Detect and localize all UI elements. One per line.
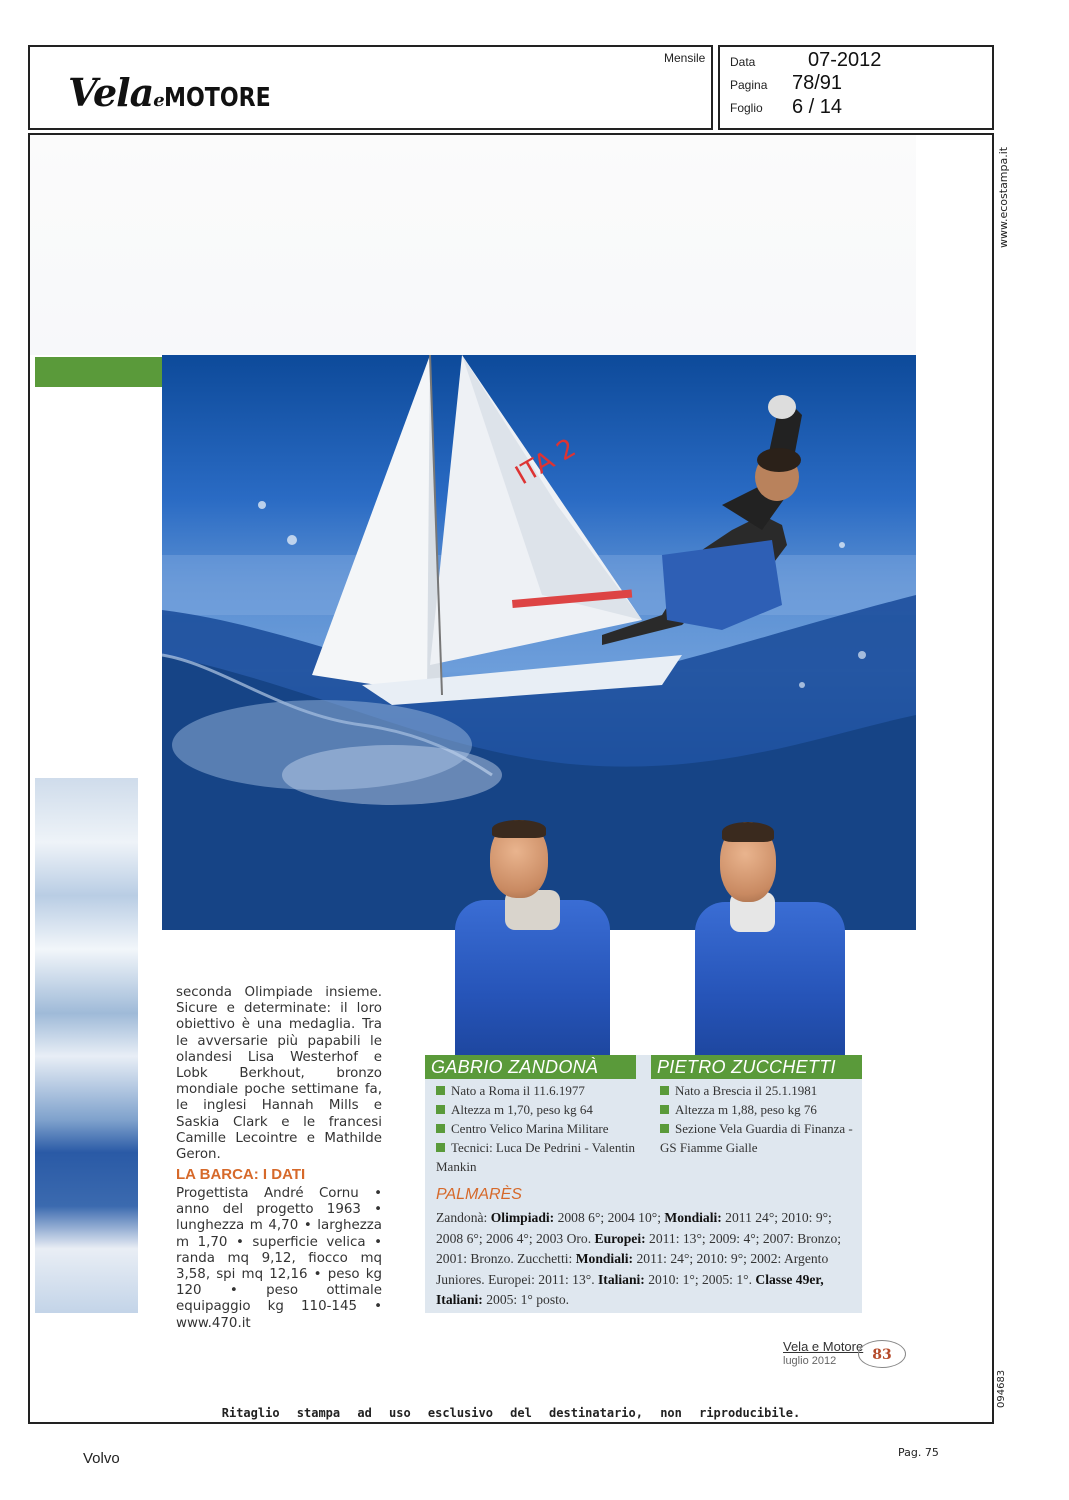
palmares-segment: 2005: 1° posto. — [482, 1292, 570, 1308]
data-value: 07-2012 — [808, 49, 882, 71]
name-bar-zucchetti — [651, 1055, 862, 1079]
palmares-bold-segment: Classe 49er, Italiani: — [436, 1271, 824, 1308]
left-sky-photo — [35, 778, 138, 1313]
page-number: Pag. 75 — [898, 1446, 939, 1459]
palmares-bold-segment: Mondiali: — [575, 1251, 634, 1267]
bio-item: Centro Velico Marina Militare — [436, 1119, 636, 1138]
bullet-square-icon — [436, 1143, 445, 1152]
palmares-heading: PALMARÈS — [436, 1186, 522, 1203]
bio-item: Altezza m 1,70, peso kg 64 — [436, 1100, 636, 1119]
hair-zandona — [492, 820, 546, 838]
boat-heading: LA BARCA: I DATI — [176, 1166, 306, 1183]
bio-zucchetti — [660, 1081, 860, 1157]
bullet-square-icon — [660, 1124, 669, 1133]
bullet-square-icon — [660, 1105, 669, 1114]
bio-zandona — [436, 1081, 636, 1176]
palmares-segment: 2011 24°; 2010: 9°; 2008 6°; 2006 4°; 2003 Oro. — [436, 1210, 832, 1246]
palmares-segment: 2011: 24°; 2010: 9°; 2002: Argento Juniores. Europei: 2011: 13°. — [436, 1251, 829, 1287]
mag-page-badge — [858, 1340, 906, 1368]
palmares-bold-segment: Europei: — [594, 1230, 646, 1246]
palmares-segment: Zandonà: — [436, 1210, 491, 1225]
article-intro: seconda Olimpiade insieme. Sicure e determinate: il loro obiettivo è una medaglia. Tra le avversarie più papabili le olandesi Lisa Westerhof e Lobk Berkhout, bronzo mondiale poche settimane fa, le inglesi Hannah Mills e Saskia Clark e le francesi Camille Lecointre e Mathilde Geron. — [176, 985, 382, 1163]
disclaimer: Ritaglio stampa ad uso esclusivo del destinatario, non riproducibile. — [221, 1406, 801, 1420]
mag-footer-date: luglio 2012 — [783, 1355, 837, 1367]
palmares-text — [436, 1208, 856, 1311]
sail-number-text: 2 — [551, 433, 582, 468]
portrait-zandona — [455, 820, 610, 1060]
palmares-segment: 2010: 1°; 2005: 1°. — [644, 1271, 756, 1287]
logo-e: e — [153, 90, 164, 111]
bio-item: Altezza m 1,88, peso kg 76 — [660, 1100, 860, 1119]
green-accent-bar — [35, 357, 165, 387]
foglio-label: Foglio — [730, 101, 763, 115]
foglio-value: 6 / 14 — [792, 96, 843, 118]
palmares-bold-segment: Italiani: — [598, 1271, 645, 1287]
bottom-left-label: Volvo — [83, 1450, 120, 1467]
name-zandona: GABRIO ZANDONÀ — [431, 1057, 599, 1077]
mag-footer-title: Vela e Motore — [783, 1339, 864, 1354]
bio-item: Tecnici: Luca De Pedrini - Valentin Mankin — [436, 1140, 636, 1174]
pagina-value: 78/91 — [792, 72, 843, 94]
palmares-segment: 2011: 13°; 2009: 4°; 2007: Bronzo; 2001: Bronzo. Zucchetti: — [436, 1230, 842, 1267]
bullet-square-icon — [660, 1086, 669, 1095]
bio-item: Nato a Roma il 11.6.1977 — [436, 1081, 636, 1100]
bullet-square-icon — [436, 1086, 445, 1095]
palmares-bold-segment: Olimpiadi: — [490, 1210, 555, 1225]
palmares-bold-segment: Mondiali: — [664, 1210, 722, 1225]
sail-country-text: ITA — [510, 445, 560, 492]
periodicity-label: Mensile — [664, 51, 706, 65]
data-label: Data — [730, 55, 756, 69]
palmares-segment: 2008 6°; 2004 10°; — [554, 1210, 665, 1225]
logo-motore: MOTORE — [163, 83, 271, 113]
name-bar-zandona — [425, 1055, 636, 1079]
bullet-square-icon — [436, 1105, 445, 1114]
logo-vela: Vela — [68, 70, 154, 115]
hair-zucchetti — [722, 822, 774, 842]
pagina-label: Pagina — [730, 78, 768, 92]
name-zucchetti: PIETRO ZUCCHETTI — [657, 1057, 836, 1077]
page-fade — [30, 135, 916, 355]
mag-page-number: 83 — [872, 1347, 892, 1363]
bio-item: Sezione Vela Guardia di Finanza - GS Fiamme Gialle — [660, 1121, 853, 1155]
magazine-logo — [68, 70, 289, 115]
portrait-zucchetti — [695, 822, 845, 1060]
side-url: www.ecostampa.it — [997, 146, 1010, 248]
boat-data-text: Progettista André Cornu • anno del progetto 1963 • lunghezza m 4,70 • larghezza m 1,70 • superficie velica • randa mq 9,12, fiocco mq 3,58, spi mq 12,16 • peso kg 120 • peso ottimale equipaggio kg 110-145 • www.470.it — [176, 1186, 382, 1331]
bullet-square-icon — [436, 1124, 445, 1133]
side-code: 094683 — [996, 1369, 1007, 1408]
bio-item: Nato a Brescia il 25.1.1981 — [660, 1081, 860, 1100]
